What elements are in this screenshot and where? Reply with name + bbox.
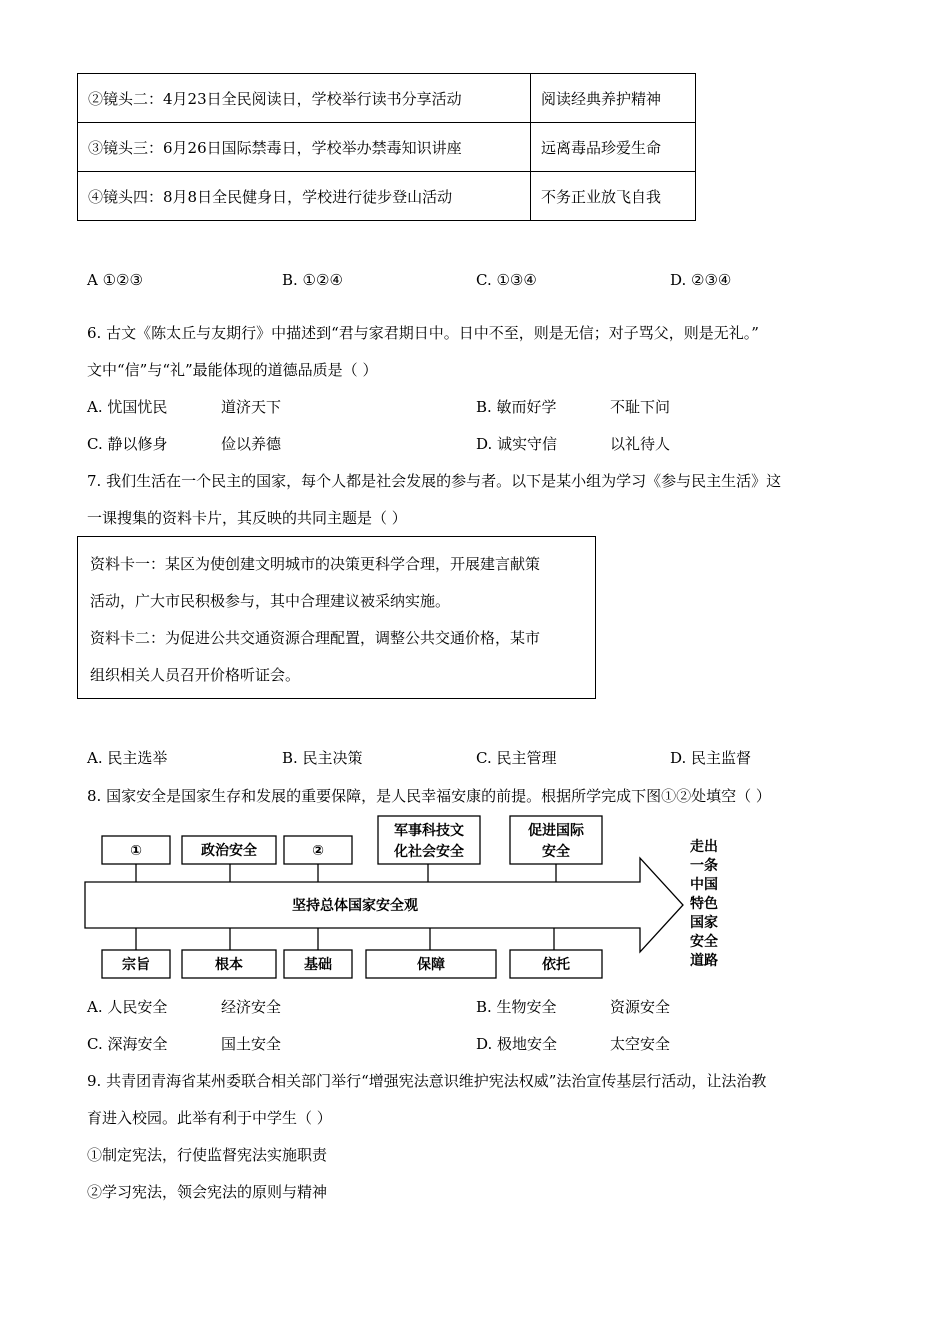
- q8-option-d-2: 太空安全: [610, 1035, 671, 1053]
- table-cell-scene: ②镜头二：4月23日全民阅读日，学校举行读书分享活动: [78, 74, 531, 123]
- q8-option-c-2: 国土安全: [221, 1035, 282, 1053]
- bottom-label-2: 根本: [215, 957, 243, 973]
- top-label-5b: 安全: [542, 844, 570, 860]
- bottom-label-1: 宗旨: [122, 957, 150, 973]
- q5-option-a: A ①②③: [87, 271, 143, 289]
- top-label-4a: 军事科技文: [394, 823, 464, 839]
- card-1-line1: 资料卡一：某区为使创建文明城市的决策更科学合理，开展建言献策: [90, 555, 541, 573]
- q6-option-a-2: 道济天下: [221, 398, 282, 416]
- q7-option-a: A. 民主选举: [87, 749, 168, 767]
- top-label-4b: 化社会安全: [394, 844, 464, 860]
- q9-statement-2: ②学习宪法，领会宪法的原则与精神: [87, 1183, 328, 1201]
- info-card-box: [77, 536, 596, 699]
- arrow-center-label: 坚持总体国家安全观: [292, 898, 418, 914]
- table-row: [78, 74, 696, 123]
- top-label-2: 政治安全: [201, 843, 257, 859]
- q5-option-c: C. ①③④: [476, 271, 537, 289]
- table-cell-scene: ③镜头三：6月26日国际禁毒日，学校举办禁毒知识讲座: [78, 123, 531, 172]
- bottom-label-3: 基础: [304, 957, 332, 973]
- q6-option-b: B. 敏而好学: [476, 398, 557, 416]
- bottom-label-4: 保障: [417, 957, 445, 973]
- card-2-line2: 组织相关人员召开价格听证会。: [90, 666, 301, 684]
- side-vertical-label: 走出一条中国特色国家安全道路: [690, 839, 718, 969]
- q6-option-c-2: 俭以养德: [221, 435, 282, 453]
- table-cell-scene: ④镜头四：8月8日全民健身日，学校进行徒步登山活动: [78, 172, 531, 221]
- top-label-3: ②: [312, 843, 324, 859]
- table-row: [78, 123, 696, 172]
- q6-stem-line2: 文中“信”与“礼”最能体现的道德品质是（ ）: [87, 361, 378, 379]
- q7-stem-line1: 7. 我们生活在一个民主的国家，每个人都是社会发展的参与者。以下是某小组为学习《参与民主生活》这: [87, 472, 782, 490]
- q6-option-d-2: 以礼待人: [610, 435, 671, 453]
- card-1-line2: 活动，广大市民积极参与，其中合理建议被采纳实施。: [90, 592, 451, 610]
- q7-option-d: D. 民主监督: [670, 749, 752, 767]
- q6-option-b-2: 不耻下问: [610, 398, 671, 416]
- q6-option-d: D. 诚实守信: [476, 435, 558, 453]
- q5-option-d: D. ②③④: [670, 271, 732, 289]
- q8-option-b: B. 生物安全: [476, 998, 557, 1016]
- q8-option-d: D. 极地安全: [476, 1035, 558, 1053]
- q9-stem-line2: 育进入校园。此举有利于中学生（ ）: [87, 1109, 332, 1127]
- bottom-label-5: 依托: [542, 957, 570, 973]
- table-cell-meaning: 阅读经典养护精神: [531, 74, 696, 123]
- q6-stem-line1: 6. 古文《陈太丘与友期行》中描述到“君与家君期日中。日中不至，则是无信；对子骂父，则是无礼。”: [87, 324, 759, 342]
- q5-option-b: B. ①②④: [282, 271, 343, 289]
- q6-option-c: C. 静以修身: [87, 435, 168, 453]
- top-label-1: ①: [130, 843, 142, 859]
- table-cell-meaning: 不务正业放飞自我: [531, 172, 696, 221]
- scene-table: [77, 73, 696, 221]
- top-label-5a: 促进国际: [528, 823, 584, 839]
- q9-statement-1: ①制定宪法，行使监督宪法实施职责: [87, 1146, 328, 1164]
- card-2-line1: 资料卡二：为促进公共交通资源合理配置，调整公共交通价格，某市: [90, 629, 541, 647]
- q8-option-a: A. 人民安全: [87, 998, 168, 1016]
- q6-option-a: A. 忧国忧民: [87, 398, 168, 416]
- q7-stem-line2: 一课搜集的资料卡片，其反映的共同主题是（ ）: [87, 509, 407, 527]
- table-row: [78, 172, 696, 221]
- q7-option-b: B. 民主决策: [282, 749, 363, 767]
- table-cell-meaning: 远离毒品珍爱生命: [531, 123, 696, 172]
- q8-option-c: C. 深海安全: [87, 1035, 168, 1053]
- q7-option-c: C. 民主管理: [476, 749, 557, 767]
- q9-stem-line1: 9. 共青团青海省某州委联合相关部门举行“增强宪法意识维护宪法权威”法治宣传基层行活动，让法治教: [87, 1072, 767, 1090]
- security-diagram: [78, 812, 728, 982]
- q8-option-b-2: 资源安全: [610, 998, 671, 1016]
- q8-stem: 8. 国家安全是国家生存和发展的重要保障，是人民幸福安康的前提。根据所学完成下图①②处填空（ ）: [87, 787, 771, 805]
- q8-option-a-2: 经济安全: [221, 998, 282, 1016]
